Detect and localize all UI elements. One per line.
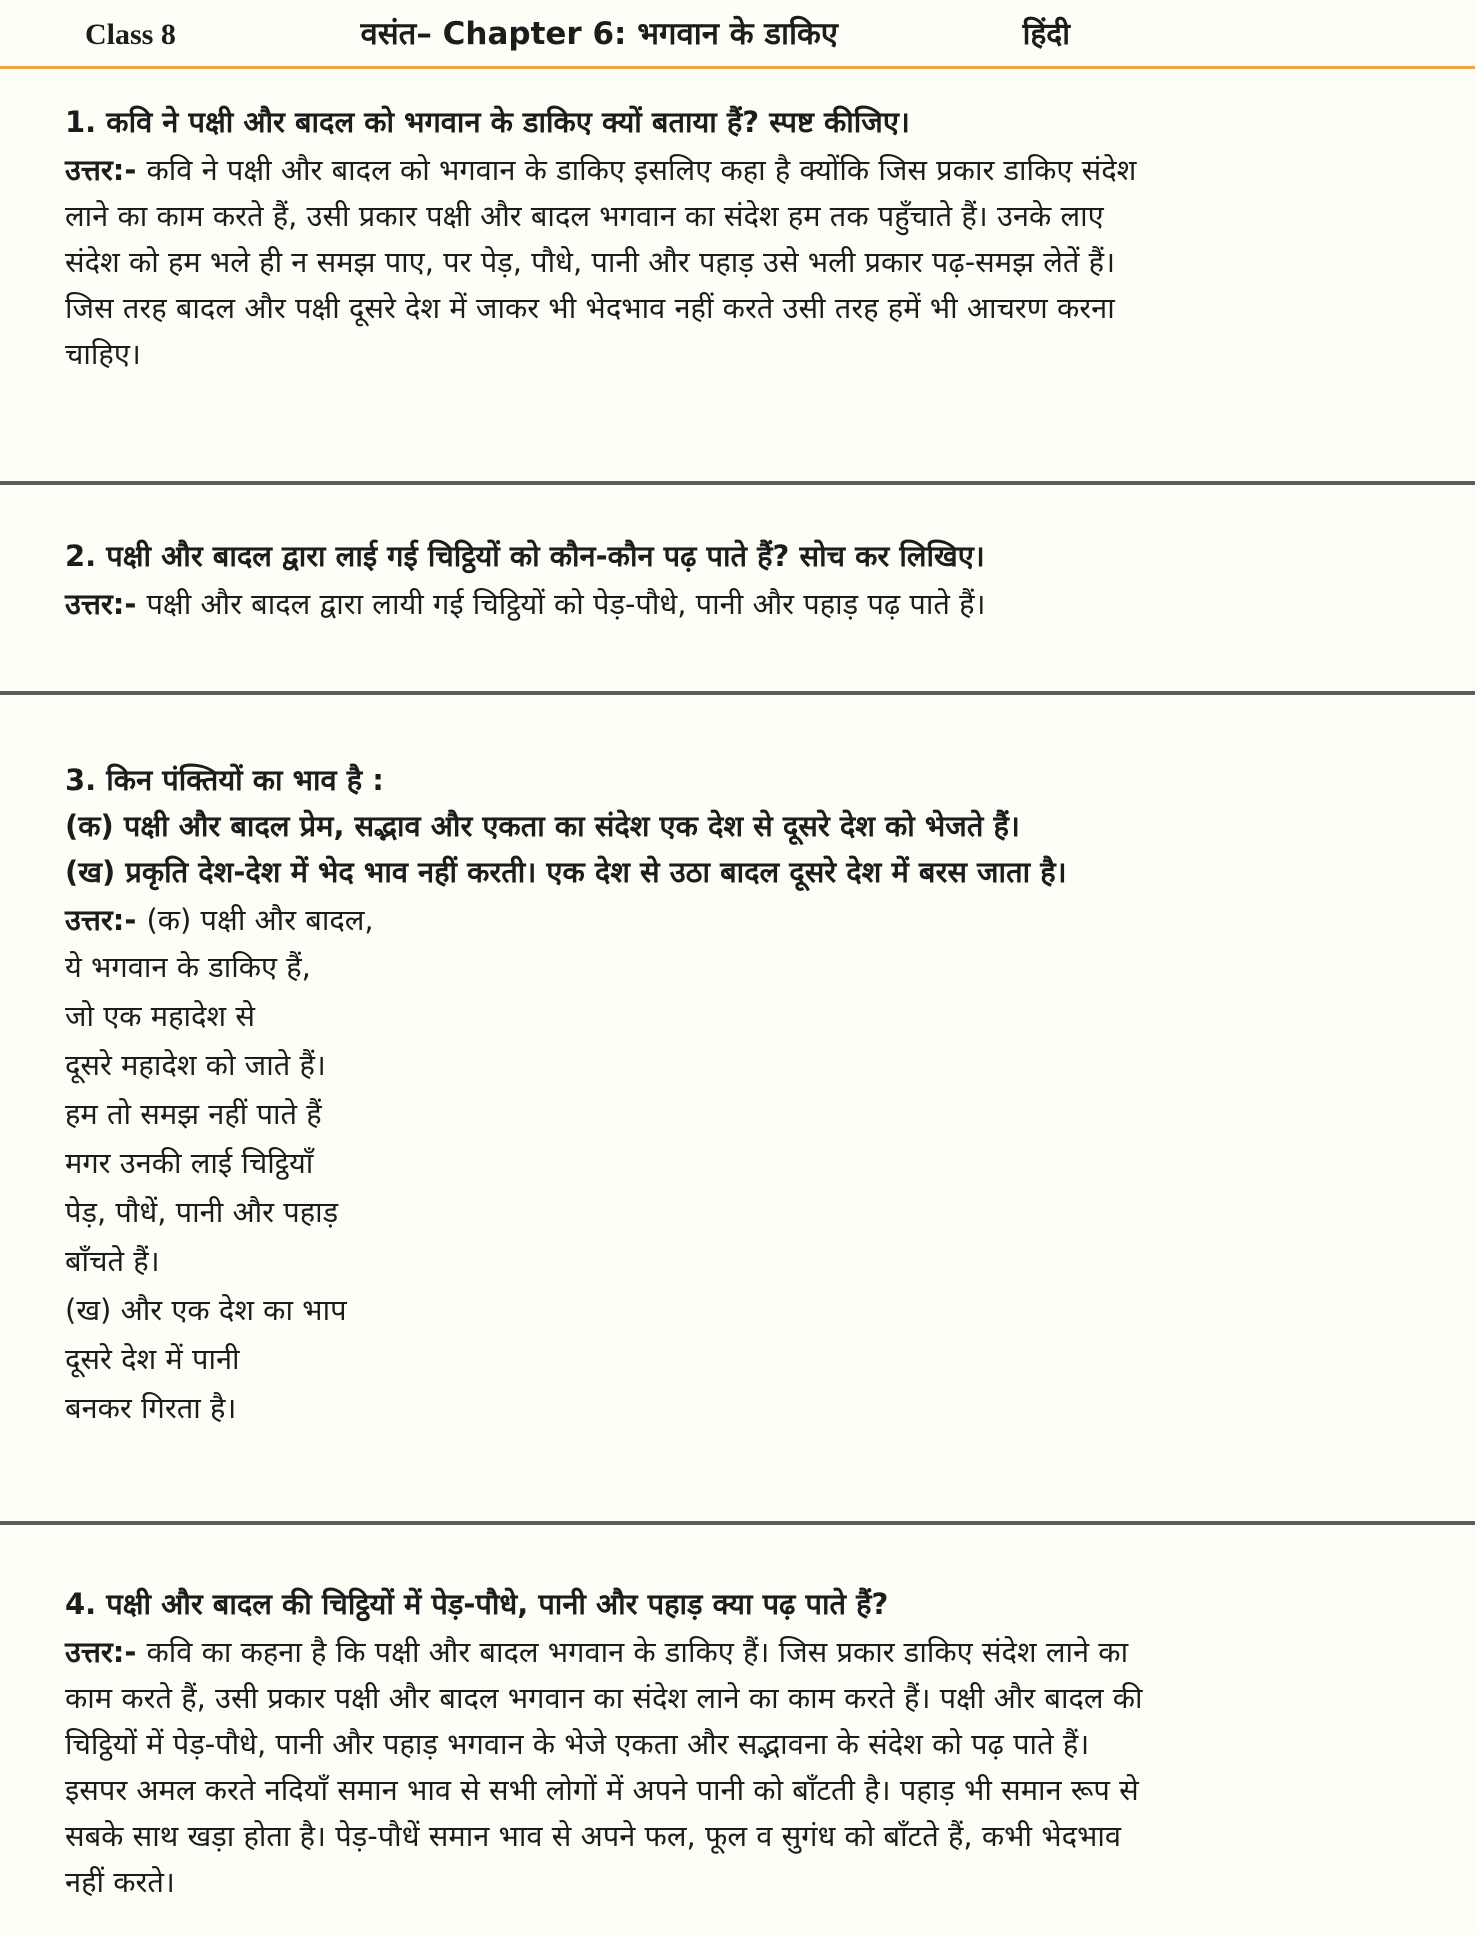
section-divider (0, 481, 1475, 485)
page-header (85, 12, 1070, 54)
answer-paragraph (65, 897, 1155, 943)
answer-text: कवि का कहना है कि पक्षी और बादल भगवान के डाकिए हैं। जिस प्रकार डाकिए संदेश लाने का काम करते हैं, उसी प्रकार पक्षी और बादल भगवान का संदेश लाने का काम करते हैं। पक्षी और बादल की चिट्ठियों में पेड़-पौधे, पानी और पहाड़ भगवान के भेजे एकता और सद्भावना के संदेश को पढ़ पाते हैं। इसपर अमल करते नदियाँ समान भाव से सभी लोगों में अपने पानी को बाँटती है। पहाड़ भी समान रूप से सबके साथ खड़ा होता है। पेड़-पौधें समान भाव से अपने फल, फूल व सुगंध को बाँटते हैं, कभी भेदभाव नहीं करते। (65, 1635, 1143, 1899)
answer-paragraph (65, 147, 1155, 377)
question-heading: 2. पक्षी और बादल द्वारा लाई गई चिट्ठियों को कौन-कौन पढ़ पाते हैं? सोच कर लिखिए। (65, 539, 985, 573)
poem-line: दूसरे महादेश को जाते हैं। (65, 1048, 326, 1082)
question-heading: 3. किन पंक्तियों का भाव है : (65, 763, 384, 797)
question-heading: 4. पक्षी और बादल की चिट्ठियों में पेड़-पौधे, पानी और पहाड़ क्या पढ़ पाते हैं? (65, 1587, 889, 1621)
poem-block (65, 943, 1155, 1433)
answer-paragraph (65, 1629, 1155, 1905)
poem-line: जो एक महादेश से (65, 999, 255, 1033)
answer-paragraph (65, 581, 1155, 627)
sub-question-kha: (ख) प्रकृति देश-देश में भेद भाव नहीं करती। एक देश से उठा बादल दूसरे देश में बरस जाता है। (65, 855, 1067, 889)
answer-prefix: उत्तर:- (65, 903, 137, 937)
qa-content (0, 69, 1475, 1935)
poem-line: दूसरे देश में पानी (65, 1342, 240, 1376)
poem-line: मगर उनकी लाई चिट्ठियाँ (65, 1146, 314, 1180)
poem-line: ये भगवान के डाकिए हैं, (65, 950, 311, 984)
poem-line: पेड़, पौधें, पानी और पहाड़ (65, 1195, 339, 1229)
answer-text: पक्षी और बादल द्वारा लायी गई चिट्ठियों को पेड़-पौधे, पानी और पहाड़ पढ़ पाते हैं। (146, 587, 986, 621)
qa-section-3 (0, 757, 1475, 1433)
subject-label: हिंदी (1022, 17, 1070, 52)
class-label: Class 8 (85, 18, 176, 51)
section-divider (0, 691, 1475, 695)
answer-first-line: (क) पक्षी और बादल, (146, 903, 374, 937)
answer-prefix: उत्तर:- (65, 587, 137, 621)
qa-section-4 (0, 1581, 1475, 1935)
answer-prefix: उत्तर:- (65, 153, 137, 187)
page-title: वसंत– Chapter 6: भगवान के डाकिए (360, 16, 838, 52)
sub-question-ka: (क) पक्षी और बादल प्रेम, सद्भाव और एकता का संदेश एक देश से दूसरे देश को भेजते हैं। (65, 809, 1020, 843)
answer-prefix: उत्तर:- (65, 1635, 137, 1669)
section-divider (0, 1521, 1475, 1525)
poem-line: हम तो समझ नहीं पाते हैं (65, 1097, 322, 1131)
qa-section-2 (0, 533, 1475, 627)
answer-text: कवि ने पक्षी और बादल को भगवान के डाकिए इसलिए कहा है क्योंकि जिस प्रकार डाकिए संदेश लाने का काम करते हैं, उसी प्रकार पक्षी और बादल भगवान का संदेश हम तक पहुँचाते हैं। उनके लाए संदेश को हम भले ही न समझ पाए, पर पेड़, पौधे, पानी और पहाड़ उसे भली प्रकार पढ़-समझ लेतें हैं। जिस तरह बादल और पक्षी दूसरे देश में जाकर भी भेदभाव नहीं करते उसी तरह हमें भी आचरण करना चाहिए। (65, 153, 1137, 371)
poem-line: बाँचते हैं। (65, 1244, 160, 1278)
poem-line: बनकर गिरता है। (65, 1391, 237, 1425)
question-heading: 1. कवि ने पक्षी और बादल को भगवान के डाकिए क्यों बताया हैं? स्पष्ट कीजिए। (65, 105, 910, 139)
qa-section-1 (0, 99, 1475, 377)
poem-line: (ख) और एक देश का भाप (65, 1293, 347, 1327)
